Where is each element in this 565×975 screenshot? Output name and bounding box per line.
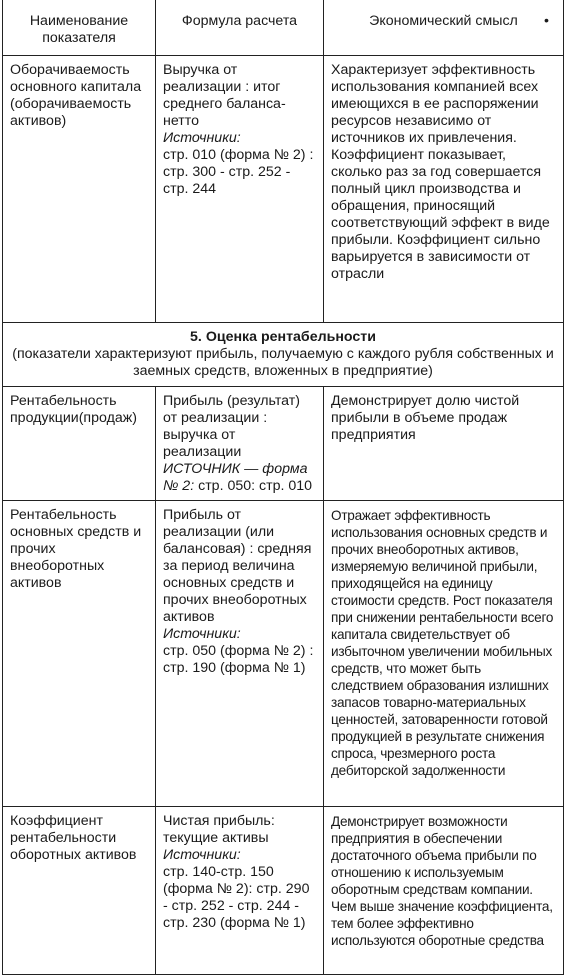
source-text: стр. 140-стр. 150 (форма № 2): стр. 290 - стр. 252 - стр. 244 - стр. 230 (форма № 1) [163, 864, 310, 931]
indicators-table [2, 0, 564, 975]
indicator-name: Оборачиваемость основного капитала (оборачиваемость активов) [3, 56, 156, 323]
table-row [3, 387, 564, 501]
formula-text: Чистая прибыль: текущие активы [163, 813, 275, 846]
source-text: стр. 010 (форма № 2) : стр. 300 - стр. 252 - стр. 244 [163, 147, 314, 197]
table-row [3, 501, 564, 807]
formula-cell [156, 56, 324, 323]
formula-cell [156, 807, 324, 975]
header-indicator-name: Наименование показателя [3, 0, 156, 56]
formula-text: Выручка от реализации : итог среднего баланса-нетто [163, 62, 286, 129]
meaning-cell: Демонстрирует долю чистой прибыли в объеме продаж предприятия [324, 387, 564, 501]
formula-text: Прибыль от реализации (или балансовая) : средняя за период величина основных средств и прочих внеоборотных активов [163, 507, 312, 625]
meaning-cell: Характеризует эффективность использования компанией всех имеющихся в ее распоряжении ресурсов независимо от источников их привлечения. Коэффициент показывает, сколько раз за год совершается полный цикл производства и обращения, приносящий соответствующий эффект в виде прибыли. Коэффициент сильно варьируется в зависимости от отрасли [324, 56, 564, 323]
section-title: 5. Оценка рентабельности [190, 329, 376, 345]
source-label: ИСТОЧНИК — форма № 2: [163, 461, 308, 494]
formula-cell [156, 387, 324, 501]
source-text: стр. 050 (форма № 2) : стр. 190 (форма № 1) [163, 643, 314, 676]
header-formula: Формула расчета [156, 0, 324, 56]
formula-cell [156, 501, 324, 807]
indicator-name: Коэффициент рентабельности оборотных активов [3, 807, 156, 975]
indicator-name: Рентабельность основных средств и прочих внеоборотных активов [3, 501, 156, 807]
section-cell [3, 323, 564, 387]
bullet-mark: • [544, 13, 549, 29]
section-subtitle: (показатели характеризуют прибыль, получаемую с каждого рубля собственных и заемных средств, вложенных в предприятие) [12, 346, 554, 379]
header-meaning-cell [324, 0, 564, 56]
table-header-row [3, 0, 564, 56]
source-label: Источники: [163, 626, 241, 642]
source-label: Источники: [163, 130, 241, 146]
table-row [3, 807, 564, 975]
table-row [3, 56, 564, 323]
indicator-name: Рентабельность продукции(продаж) [3, 387, 156, 501]
header-meaning: Экономический смысл [369, 13, 518, 29]
formula-text: Прибыль (результат) от реализации : выручка от реализации [163, 393, 300, 460]
source-label: Источники: [163, 847, 241, 863]
meaning-cell: Отражает эффективность использования основных средств и прочих внеоборотных активов, измеряемую величиной прибыли, приходящейся на единицу стоимости средств. Рост показателя при снижении рентабельности всего капитала свидетельствует об избыточном увеличении мобильных средств, что может быть следствием образования излишних запасов товарно-материальных ценностей, затоваренности готовой продукцией в результате снижения спроса, чрезмерного роста дебиторской задолженности [324, 501, 564, 807]
source-text: стр. 050: стр. 010 [198, 478, 313, 494]
meaning-cell: Демонстрирует возможности предприятия в обеспечении достаточного объема прибыли по отношению к используемым оборотным средствам компании. Чем выше значение коэффициента, тем более эффективно используются оборотные средства [324, 807, 564, 975]
section-row [3, 323, 564, 387]
